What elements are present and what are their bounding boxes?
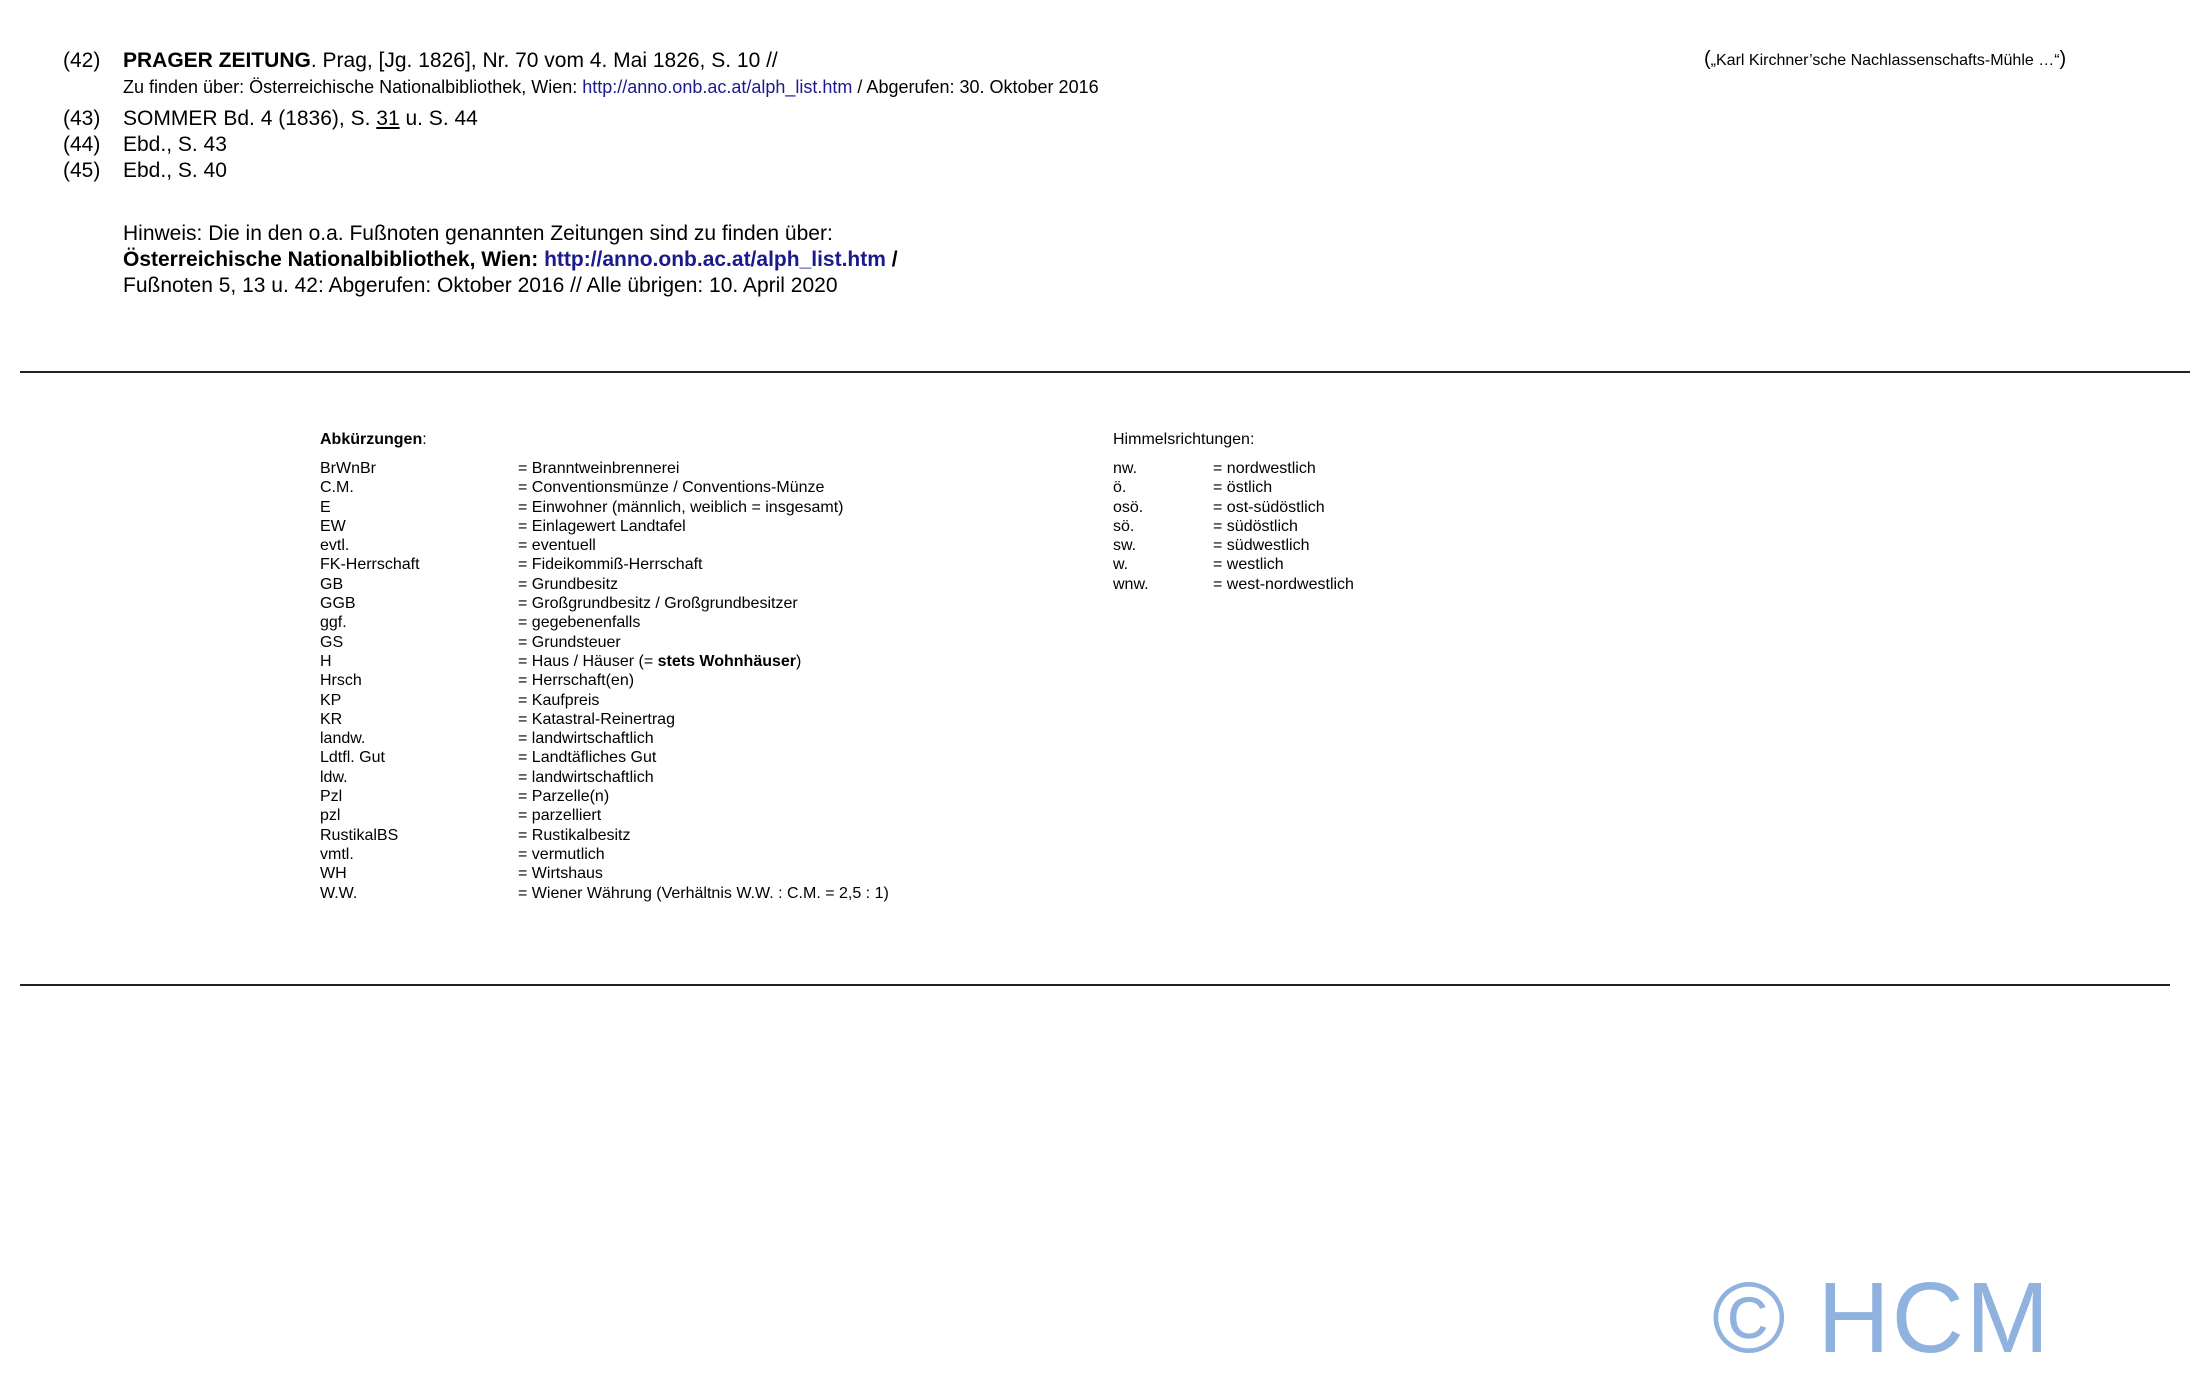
abbreviation-row xyxy=(320,498,889,517)
abbreviation-definition: = gegebenenfalls xyxy=(518,614,641,632)
abbreviation-term: Pzl xyxy=(320,788,343,806)
underlined-page: 31 xyxy=(376,107,400,130)
note-line-1: Hinweis: Die in den o.a. Fußnoten genannten Zeitungen sind zu finden über: xyxy=(123,222,833,245)
library-name: Österreichische Nationalbibliothek, Wien: xyxy=(123,248,545,271)
abbreviation-definition: = eventuell xyxy=(518,537,596,555)
abbreviation-term: osö. xyxy=(1113,498,1144,516)
abbreviation-definition: = Wirtshaus xyxy=(518,865,603,883)
abbreviation-definition: = Landtäfliches Gut xyxy=(518,749,657,767)
abbreviation-term: C.M. xyxy=(320,479,354,497)
abbreviation-row xyxy=(320,806,889,825)
abbreviation-definition: = Grundsteuer xyxy=(518,633,621,651)
abbreviation-row xyxy=(320,517,889,536)
abbreviation-row xyxy=(320,613,889,632)
directions-header: Himmelsrichtungen: xyxy=(1113,431,1255,448)
footnote-text: Ebd., S. 40 xyxy=(123,159,227,182)
abbreviation-definition: = landwirtschaftlich xyxy=(518,730,654,748)
direction-row xyxy=(1113,517,1354,536)
direction-row xyxy=(1113,459,1354,478)
abbreviation-row xyxy=(320,555,889,574)
abbreviation-definition: = Parzelle(n) xyxy=(518,788,610,806)
abbreviation-definition: = Conventionsmünze / Conventions-Münze xyxy=(518,479,825,497)
direction-row xyxy=(1113,478,1354,497)
abbreviation-row xyxy=(320,864,889,883)
abbreviation-definition: = Einwohner (männlich, weiblich = insgesamt) xyxy=(518,498,844,516)
abbreviation-term: vmtl. xyxy=(320,845,354,863)
library-link[interactable]: http://anno.onb.ac.at/alph_list.htm xyxy=(544,248,886,271)
abbreviation-row xyxy=(320,884,889,903)
footnote-number: (44) xyxy=(63,133,101,156)
abbreviation-definition: = Kaufpreis xyxy=(518,691,600,709)
direction-row xyxy=(1113,536,1354,555)
abbreviation-definition: = Rustikalbesitz xyxy=(518,826,631,844)
abbreviation-row xyxy=(320,536,889,555)
direction-row xyxy=(1113,498,1354,517)
abbreviation-row xyxy=(320,845,889,864)
abbreviation-definition: = parzelliert xyxy=(518,807,602,825)
citation-text: . Prag, [Jg. 1826], Nr. 70 vom 4. Mai 1826, S. 10 // xyxy=(310,49,778,72)
caption-text: „Karl Kirchner’sche Nachlassenschafts-Mühle …“ xyxy=(1710,52,2060,69)
abbreviation-definition: = östlich xyxy=(1213,479,1273,497)
abbreviation-row xyxy=(320,652,889,671)
abbreviation-definition: = west-nordwestlich xyxy=(1213,575,1354,593)
divider-bottom xyxy=(20,984,2170,986)
abbreviation-term: landw. xyxy=(320,730,366,748)
copyright-watermark: © HCM xyxy=(1712,1262,2052,1374)
abbreviation-term: Ldtfl. Gut xyxy=(320,749,385,767)
abbreviation-term: GGB xyxy=(320,595,356,613)
abbreviation-definition: = Grundbesitz xyxy=(518,575,619,593)
abbreviation-term: GB xyxy=(320,575,344,593)
footnote-number: (42) xyxy=(63,49,101,72)
abbreviation-row xyxy=(320,594,889,613)
abbreviation-definition: = Branntweinbrennerei xyxy=(518,460,680,477)
abbreviation-definition: = Katastral-Reinertrag xyxy=(518,710,675,728)
abbreviation-definition: = westlich xyxy=(1213,556,1284,574)
abbreviation-term: nw. xyxy=(1113,460,1138,477)
direction-row xyxy=(1113,575,1354,594)
abbreviation-row xyxy=(320,729,889,748)
divider-top xyxy=(20,371,2190,373)
abbreviation-term: ggf. xyxy=(320,614,347,632)
abbreviation-term: pzl xyxy=(320,807,341,825)
abbreviation-term: E xyxy=(320,498,331,516)
source-note: Hinweis: Die in den o.a. Fußnoten genannten Zeitungen sind zu finden über: Österreichische Nationalbibliothek, Wien: http://anno.onb.ac.at/alph_list.htm / Fußnoten 5, 13 u. 42: Abgerufen: Oktober 2016 // Alle übrigen: 10. April 2020 xyxy=(123,222,898,297)
abbreviation-term: GS xyxy=(320,633,344,651)
abbreviation-row xyxy=(320,478,889,497)
abbreviation-definition: = vermutlich xyxy=(518,845,605,863)
abbreviation-definition: = Einlagewert Landtafel xyxy=(518,517,686,535)
footnote-number: (45) xyxy=(63,159,101,182)
abbreviations-header: Abkürzungen xyxy=(320,431,423,448)
source-link[interactable]: http://anno.onb.ac.at/alph_list.htm xyxy=(582,77,853,97)
retrieved-date: / Abgerufen: 30. Oktober 2016 xyxy=(852,77,1099,97)
abbreviation-row xyxy=(320,787,889,806)
abbreviation-row xyxy=(320,826,889,845)
abbreviation-term: KP xyxy=(320,691,342,709)
abbreviation-term: ö. xyxy=(1113,479,1127,497)
abbreviation-term: FK-Herrschaft xyxy=(320,556,420,574)
abbreviation-row xyxy=(320,633,889,652)
abbreviation-definition: = Herrschaft(en) xyxy=(518,672,635,690)
abbreviation-term: sw. xyxy=(1113,537,1137,555)
abbreviation-definition: = Wiener Währung (Verhältnis W.W. : C.M. = 2,5 : 1) xyxy=(518,884,889,902)
directions-list xyxy=(1113,430,1354,594)
abbreviation-definition: = ost-südöstlich xyxy=(1213,498,1325,516)
note-line-3: Fußnoten 5, 13 u. 42: Abgerufen: Oktober 2016 // Alle übrigen: 10. April 2020 xyxy=(123,274,838,297)
abbreviation-term: RustikalBS xyxy=(320,826,399,844)
abbreviation-definition: = Fideikommiß-Herrschaft xyxy=(518,556,703,574)
abbreviation-definition: = Haus / Häuser (= stets Wohnhäuser) xyxy=(518,652,802,670)
newspaper-title: PRAGER ZEITUNG xyxy=(123,49,311,72)
abbreviation-term: Hrsch xyxy=(320,672,362,690)
abbreviation-definition: = südwestlich xyxy=(1213,537,1310,555)
abbreviation-term: W.W. xyxy=(320,884,358,902)
figure-caption: („Karl Kirchner’sche Nachlassenschafts-Mühle …“) xyxy=(1704,48,2067,70)
abbreviation-row xyxy=(320,575,889,594)
abbreviations-list: Abkürzungen: BrWnBr = Branntweinbrennerei C.M. = Conventionsmünze / Conventions-Münze E = Einwohner (männlich, weiblich = insgesamt) EW = Einlagewert Landtafel evtl. = eventuell FK-Herrschaft = Fideikommiß-Herrschaft GB = Grundbesitz GGB = Großgrundbesitz / Großgrundbesitzer ggf. = gegebenenfalls GS = Grundsteuer H = Haus / Häuser (= stets Wohnhäuser) Hrsch = Herrschaft(en) KP = Kaufpreis KR = Katastral-Reinertrag landw. = landwirtschaftlich Ldtfl. Gut = Landtäfliches Gut ldw. = landwirtschaftlich Pzl = Parzelle(n) pzl = parzelliert RustikalBS = Rustikalbesitz vmtl. = vermutlich WH = Wirtshaus W.W. = Wiener Währung (Verhältnis W.W. : C.M. = 2,5 : 1) xyxy=(320,431,889,902)
footnote-text: Ebd., S. 43 xyxy=(123,133,227,156)
abbreviation-row xyxy=(320,768,889,787)
abbreviation-definition: = landwirtschaftlich xyxy=(518,768,654,786)
abbreviation-term: H xyxy=(320,652,332,670)
abbreviation-term: sö. xyxy=(1113,517,1135,535)
abbreviation-term: KR xyxy=(320,710,343,728)
footnote-number: (43) xyxy=(63,107,101,130)
abbreviation-definition: = südöstlich xyxy=(1213,517,1298,535)
abbreviation-row xyxy=(320,748,889,767)
abbreviation-row xyxy=(320,459,889,478)
abbreviation-row xyxy=(320,710,889,729)
abbreviation-row xyxy=(320,691,889,710)
abbreviation-definition: = Großgrundbesitz / Großgrundbesitzer xyxy=(518,595,798,613)
abbreviation-term: WH xyxy=(320,865,347,883)
abbreviation-term: wnw. xyxy=(1113,575,1149,593)
abbreviation-definition: = nordwestlich xyxy=(1213,460,1316,477)
abbreviation-term: evtl. xyxy=(320,537,350,555)
direction-row xyxy=(1113,555,1354,574)
abbreviation-term: BrWnBr xyxy=(320,460,376,477)
abbreviation-term: w. xyxy=(1113,556,1129,574)
source-prefix: Zu finden über: Österreichische Nationalbibliothek, Wien: xyxy=(123,77,583,97)
abbreviation-term: EW xyxy=(320,517,346,535)
abbreviation-term: ldw. xyxy=(320,768,348,786)
abbreviation-row xyxy=(320,671,889,690)
